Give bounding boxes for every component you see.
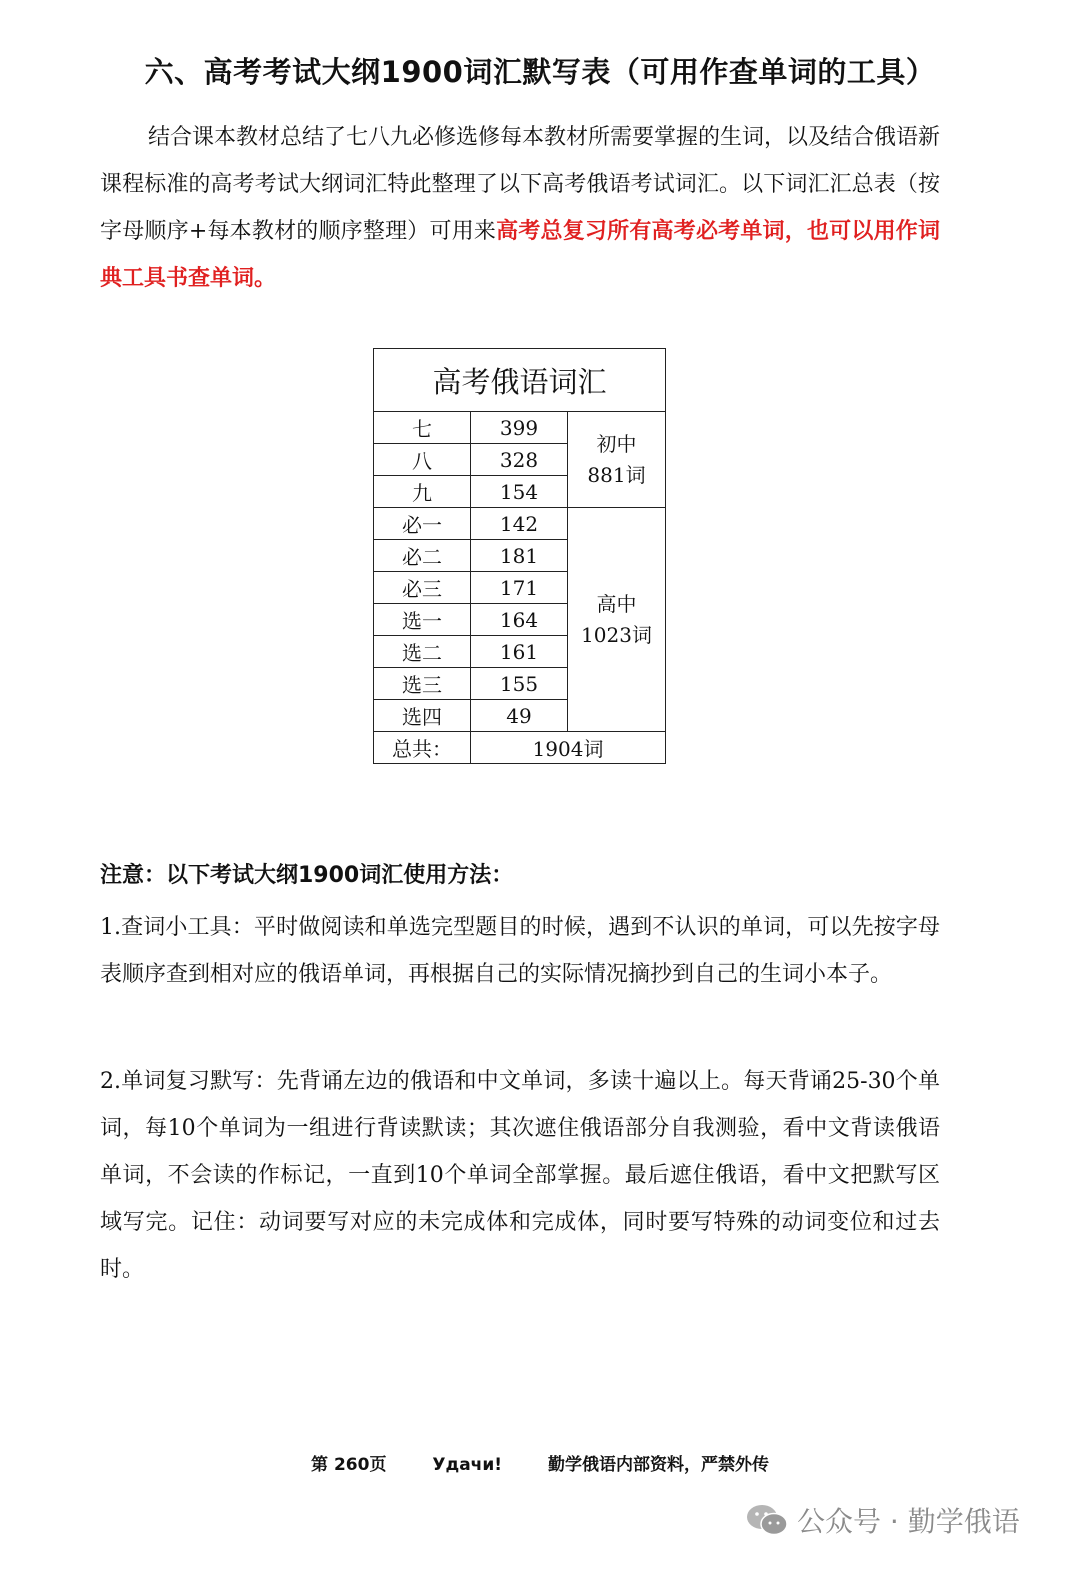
footer-notice: 勤学俄语内部资料，严禁外传	[547, 1455, 769, 1475]
group-senior-total: 1023词	[581, 622, 652, 647]
count-cell: 328	[471, 444, 568, 476]
page-title: 六、高考考试大纲1900词汇默写表（可用作查单词的工具）	[144, 55, 936, 89]
note-paragraph-1: 1.查词小工具：平时做阅读和单选完型题目的时候，遇到不认识的单词，可以先按字母表顺序查到相对应的俄语单词，再根据自己的实际情况摘抄到自己的生词小本子。	[100, 915, 940, 987]
group-junior-cell	[568, 412, 666, 508]
book-cell: 九	[374, 476, 471, 508]
group-junior-label: 初中	[596, 431, 637, 456]
wechat-watermark	[745, 1500, 1020, 1540]
note-title: 注意：以下考试大纲1900词汇使用方法：	[100, 863, 514, 888]
count-cell: 164	[471, 604, 568, 636]
wechat-icon	[745, 1502, 789, 1538]
book-cell: 选二	[374, 636, 471, 668]
total-value: 1904词	[471, 732, 666, 764]
count-cell: 161	[471, 636, 568, 668]
book-cell: 选三	[374, 668, 471, 700]
group-junior-total: 881词	[587, 462, 646, 487]
table-header: 高考俄语词汇	[374, 349, 666, 412]
total-label: 总共：	[374, 732, 471, 764]
book-cell: 必二	[374, 540, 471, 572]
book-cell: 选四	[374, 700, 471, 732]
intro-highlight: 高考总复习所有高考必考单词，也可以用作词典工具书查单词。	[100, 219, 940, 291]
count-cell: 399	[471, 412, 568, 444]
count-cell: 142	[471, 508, 568, 540]
count-cell: 181	[471, 540, 568, 572]
note-paragraph-2: 2.单词复习默写：先背诵左边的俄语和中文单词，多读十遍以上。每天背诵25-30个单词，每10个单词为一组进行背读默读；其次遮住俄语部分自我测验，看中文背读俄语单词，不会读的作标记，一直到10个单词全部掌握。最后遮住俄语，看中文把默写区域写完。记住：动词要写对应的未完成体和完成体，同时要写特殊的动词变位和过去时。	[100, 1069, 940, 1282]
watermark-text: 公众号 · 勤学俄语	[797, 1505, 1020, 1538]
count-cell: 155	[471, 668, 568, 700]
group-senior-label: 高中	[596, 591, 637, 616]
count-cell: 49	[471, 700, 568, 732]
intro-paragraph	[100, 114, 940, 302]
group-senior-cell	[568, 508, 666, 732]
page-footer	[0, 1450, 1080, 1475]
table-total-row	[374, 732, 666, 764]
table-row	[374, 508, 666, 540]
book-cell: 必三	[374, 572, 471, 604]
book-cell: 七	[374, 412, 471, 444]
book-cell: 必一	[374, 508, 471, 540]
vocab-summary-table	[373, 348, 666, 764]
page-number: 第 260页	[311, 1455, 387, 1475]
book-cell: 八	[374, 444, 471, 476]
count-cell: 171	[471, 572, 568, 604]
footer-greeting: Удачи!	[432, 1455, 503, 1475]
intro-text: 结合课本教材总结了七八九必修选修每本教材所需要掌握的生词，以及结合俄语新课程标准的高考考试大纲词汇特此整理了以下高考俄语考试词汇。以下词汇汇总表（按字母顺序+每本教材的顺序整理）可用来	[100, 125, 941, 244]
table-row	[374, 412, 666, 444]
count-cell: 154	[471, 476, 568, 508]
book-cell: 选一	[374, 604, 471, 636]
